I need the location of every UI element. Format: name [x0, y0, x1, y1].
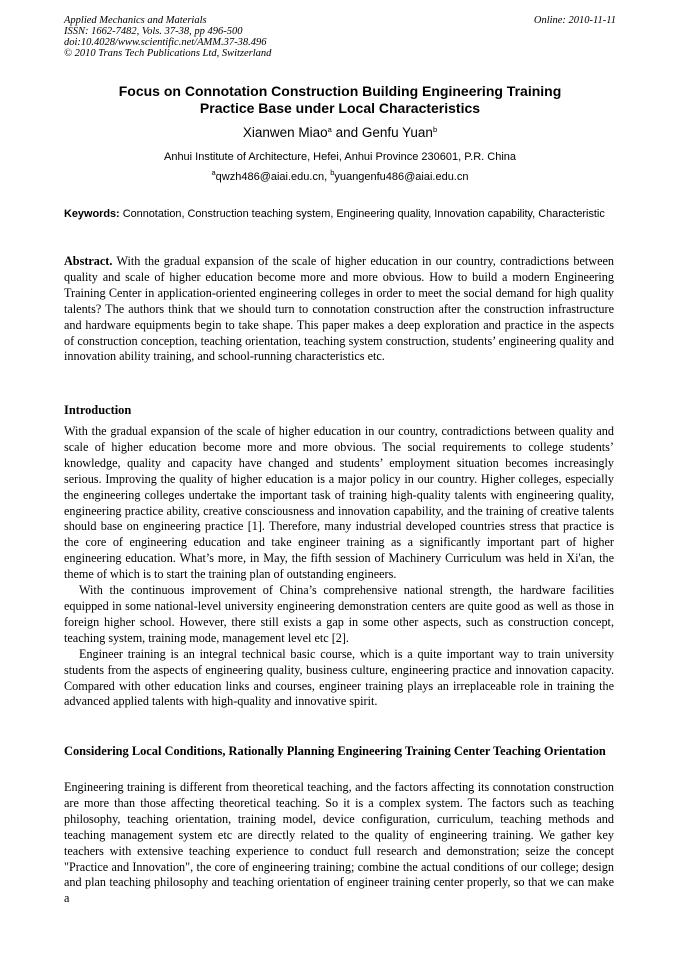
section2-body	[64, 780, 614, 907]
author-1: Xianwen Miao	[242, 125, 328, 140]
abstract-block	[64, 254, 614, 365]
email-b-mark: b	[330, 168, 335, 177]
section2-paragraph-1: Engineering training is different from theoretical teaching, and the factors affecting its connotation construction are more than those affecting theoretical teaching. So it is a complex system. The factors such as teaching philosophy, teaching orientation, training model, device configuration, curriculum, teaching methods and teaching management system etc are directly related to the quality of engineering training. We gather key teachers with extensive teaching experience to conduct full research and demonstration; seize the concept "Practice and Innovation", the core of engineering training; combine the actual conditions of our college; design and plan teaching philosophy and teaching orientation of engineer training center properly, so that we can make a	[64, 780, 614, 906]
keywords-block	[64, 207, 614, 222]
journal-name: Applied Mechanics and Materials	[64, 15, 207, 26]
copyright-line: © 2010 Trans Tech Publications Ltd, Switzerland	[64, 48, 272, 59]
introduction-heading: Introduction	[64, 403, 132, 417]
intro-paragraph-1: With the gradual expansion of the scale of higher education in our country, contradictions between quality and scale of higher education become more and more obvious. The social requirements to college students’ knowledge, quality and capacity have changed and students’ employment situation becomes increasingly serious. Improving the quality of higher education is a major policy in our country. Higher colleges, especially the engineering colleges undertake the important task of training high-quality talents with engineering quality, engineering practice ability, creative consciousness and innovation capability, and the training of creative talents should base on engineering practice [1]. Therefore, many industrial developed countries stress that practice is the core of engineering education and take engineer training as a significantly important part of higher engineering education. What’s more, in May, the fifth session of Machinery Curriculum was held in Xi'an, the theme of which is to start the training plan of outstanding engineers.	[64, 424, 614, 582]
title-line-1: Focus on Connotation Construction Building Engineering Training	[118, 83, 562, 99]
email-line	[64, 170, 616, 184]
abstract-text: With the gradual expansion of the scale of higher education in our country, contradictions between quality and scale of higher education become more and more obvious. How to build a modern Engineering Training Center in application-oriented engineering colleges in order to meet the social demand for high quality talents? The authors think that we should turn to connotation construction after the construction infrastructure and hardware equipments begin to take shape. This paper makes a deep exploration and practice in the aspects of construction conception, teaching orientation, teaching system construction, students’ engineering quality and innovation ability training, and school-running characteristics etc.	[64, 254, 614, 364]
intro-paragraph-3: Engineer training is an integral technical basic course, which is a quite important way to train university students from the aspects of engineering quality, business culture, engineering practice and innovation capacity. Compared with other education links and courses, engineer training plays an irreplaceable role in training the advanced applied talents with high-quality and innovative spirit.	[64, 646, 614, 709]
email-a-mark: a	[211, 168, 216, 177]
author-conjunction: and	[331, 125, 362, 140]
email-a: qwzh486@aiai.edu.cn,	[215, 171, 331, 183]
email-b: yuangenfu486@aiai.edu.cn	[334, 171, 469, 183]
online-date: Online: 2010-11-11	[533, 15, 616, 26]
affiliation: Anhui Institute of Architecture, Hefei, Anhui Province 230601, P.R. China	[163, 151, 516, 163]
author-2-mark: b	[432, 125, 438, 134]
author-line	[64, 125, 616, 141]
journal-header	[64, 15, 616, 59]
section2-heading: Considering Local Conditions, Rationally Planning Engineering Training Center Teaching Orientation	[64, 744, 606, 758]
keywords-text: Connotation, Construction teaching system, Engineering quality, Innovation capability, Characteristic	[119, 208, 605, 220]
doi-line: doi:10.4028/www.scientific.net/AMM.37-38.496	[64, 37, 267, 48]
issn-line: ISSN: 1662-7482, Vols. 37-38, pp 496-500	[64, 26, 243, 37]
keywords-label: Keywords:	[64, 208, 120, 220]
title-line-2: Practice Base under Local Characteristics	[199, 100, 481, 116]
intro-paragraph-2: With the continuous improvement of China’s comprehensive national strength, the hardware facilities equipped in some national-level university engineering demonstration centers are quite good as well as those in foreign higher school. However, there still exists a gap in some other aspects, such as construction concept, teaching system, training mode, management level etc [2].	[64, 583, 614, 645]
paper-title	[64, 83, 616, 117]
author-1-mark: a	[327, 125, 332, 134]
introduction-body	[64, 424, 614, 710]
author-2: Genfu Yuan	[361, 125, 433, 140]
abstract-label: Abstract.	[64, 254, 113, 268]
